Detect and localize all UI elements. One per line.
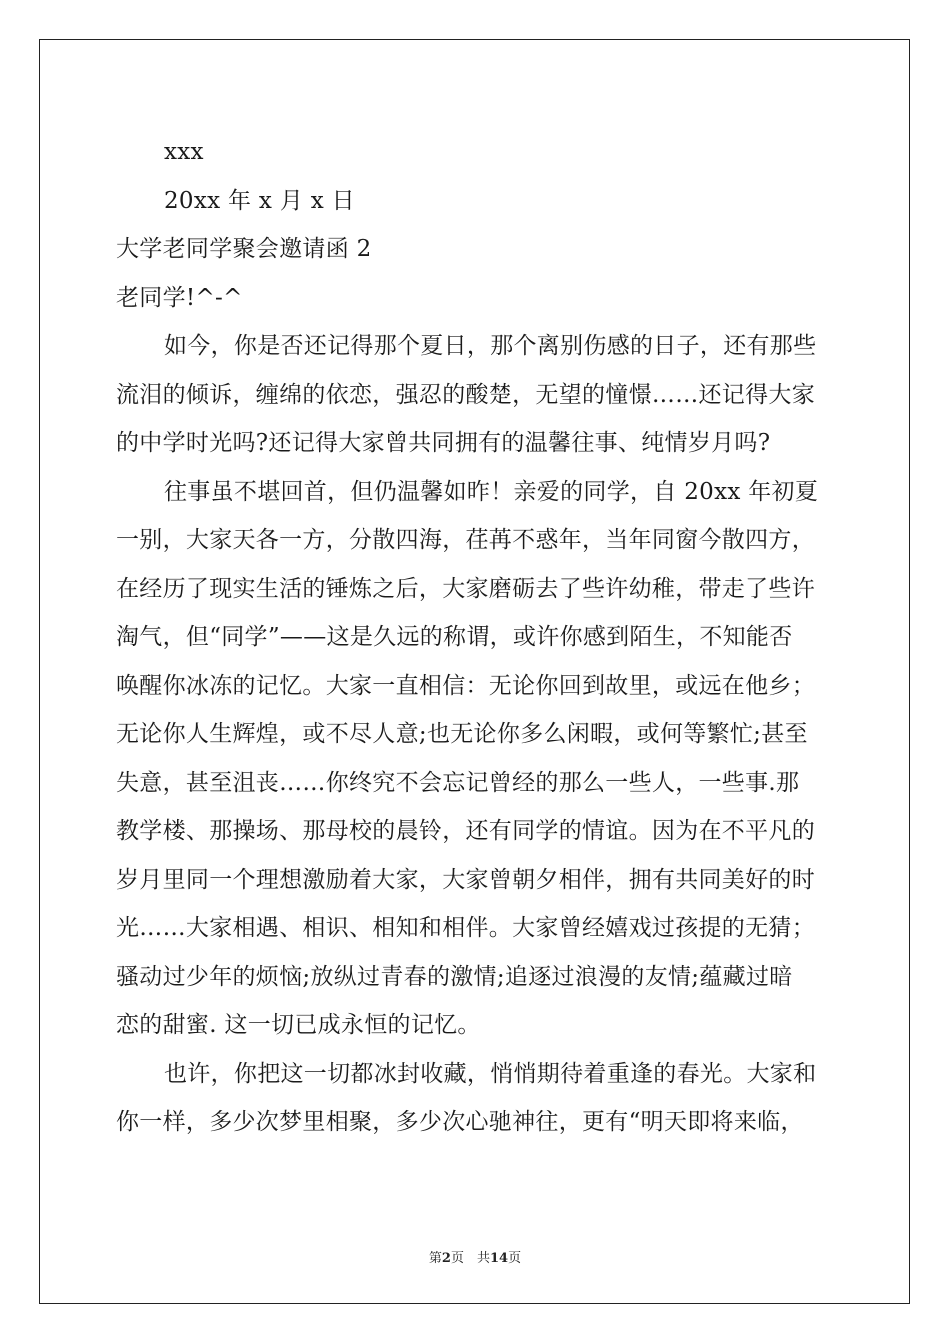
paragraph-2-line: 往事虽不堪回首，但仍温馨如昨！亲爱的同学，自 20xx 年初夏 [164, 478, 819, 505]
paragraph-2-line: 教学楼、那操场、那母校的晨铃，还有同学的情谊。因为在不平凡的 [116, 818, 815, 844]
salutation: 老同学!^-^ [116, 284, 243, 311]
paragraph-2-line: 光……大家相遇、相识、相知和相伴。大家曾经嬉戏过孩提的无猜； [116, 915, 815, 941]
footer-page-current: 2 [441, 1251, 451, 1266]
paragraph-1-line: 流泪的倾诉，缠绵的依恋，强忍的酸楚，无望的憧憬……还记得大家 [116, 381, 815, 408]
paragraph-3-line: 你一样，多少次梦里相聚，多少次心驰神往，更有“明天即将来临， [116, 1109, 804, 1135]
paragraph-2-line: 岁月里同一个理想激励着大家，大家曾朝夕相伴，拥有共同美好的时 [116, 866, 815, 893]
letter-body [116, 128, 836, 1147]
paragraph-2-line: 在经历了现实生活的锤炼之后，大家磨砺去了些许幼稚，带走了些许 [116, 575, 815, 602]
footer-page-suffix: 页 [508, 1251, 522, 1266]
paragraph-2-line: 骚动过少年的烦恼;放纵过青春的激情;追逐过浪漫的友情;蕴藏过暗 [116, 963, 793, 990]
paragraph-2-line: 一别，大家天各一方，分散四海，荏苒不惑年，当年同窗今散四方， [116, 527, 815, 553]
paragraph-2-line: 唤醒你冰冻的记忆。大家一直相信：无论你回到故里，或远在他乡； [116, 672, 815, 699]
paragraph-2-line: 失意，甚至沮丧……你终究不会忘记曾经的那么一些人，一些事.那 [116, 769, 800, 796]
letter-heading: 大学老同学聚会邀请函 2 [116, 236, 372, 262]
paragraph-1-line: 如今，你是否还记得那个夏日，那个离别伤感的日子，还有那些 [164, 333, 817, 359]
paragraph-2-line: 无论你人生辉煌，或不尽人意;也无论你多么闲暇，或何等繁忙;甚至 [116, 721, 808, 747]
footer-page-prefix: 第 [428, 1251, 442, 1266]
footer-page-total: 14 [489, 1251, 509, 1266]
page-footer [0, 1247, 950, 1266]
footer-page-mid: 页 共 [450, 1251, 490, 1266]
paragraph-2-line: 恋的甜蜜. 这一切已成永恒的记忆。 [116, 1012, 481, 1038]
paragraph-1-line: 的中学时光吗?还记得大家曾共同拥有的温馨往事、纯情岁月吗? [116, 430, 771, 456]
paragraph-3-line: 也许，你把这一切都冰封收藏，悄悄期待着重逢的春光。大家和 [164, 1060, 817, 1087]
signature-name: xxx [164, 139, 204, 165]
signature-date: 20xx 年 x 月 x 日 [164, 187, 355, 214]
paragraph-2-line: 淘气，但“同学”——这是久远的称谓，或许你感到陌生，不知能否 [116, 624, 793, 650]
